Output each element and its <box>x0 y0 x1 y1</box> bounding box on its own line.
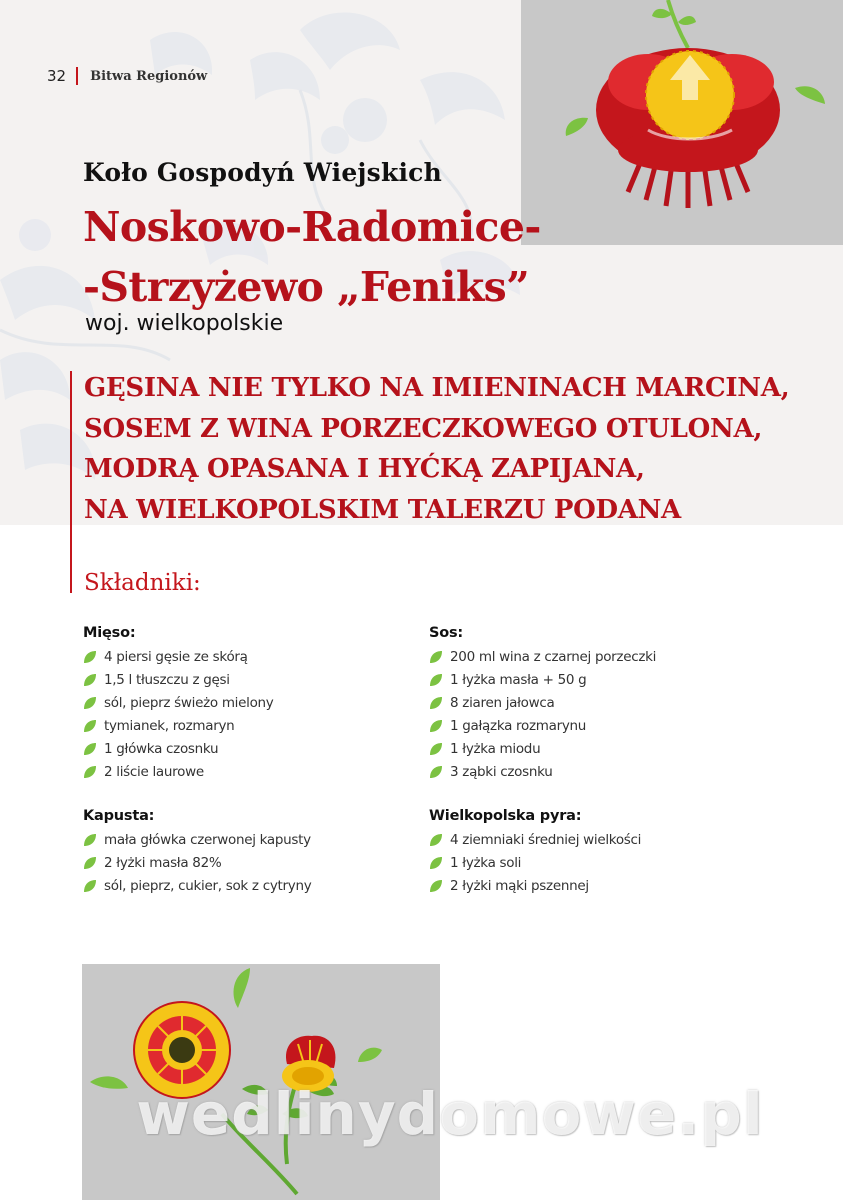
list-item-text: 2 liście laurowe <box>104 763 204 780</box>
ingredient-list <box>429 828 759 897</box>
ingredients-heading: Składniki: <box>84 570 201 596</box>
list-item-text: 200 ml wina z czarnej porzeczki <box>450 648 657 665</box>
running-header <box>47 66 207 86</box>
list-item <box>83 645 413 668</box>
list-item <box>83 737 413 760</box>
list-item-text: 1,5 l tłuszczu z gęsi <box>104 671 230 688</box>
leaf-bullet-icon <box>429 833 443 847</box>
list-item <box>83 691 413 714</box>
ingredient-group-title: Sos: <box>429 625 464 641</box>
dish-title-line: GĘSINA NIE TYLKO NA IMIENINACH MARCINA, <box>84 373 790 403</box>
list-item <box>429 737 759 760</box>
list-item-text: 1 główka czosnku <box>104 740 219 757</box>
list-item <box>429 691 759 714</box>
leaf-bullet-icon <box>429 765 443 779</box>
ingredient-group-sauce <box>429 625 759 783</box>
leaf-bullet-icon <box>83 650 97 664</box>
list-item <box>83 851 413 874</box>
organization-name-line: -Strzyżewo „Feniks” <box>83 263 530 311</box>
leaf-bullet-icon <box>429 673 443 687</box>
ingredient-group-potato <box>429 808 759 897</box>
list-item-text: sól, pieprz, cukier, sok z cytryny <box>104 877 312 894</box>
list-item-text: 2 łyżki mąki pszennej <box>450 877 589 894</box>
list-item-text: mała główka czerwonej kapusty <box>104 831 311 848</box>
ingredient-group-title: Mięso: <box>83 625 136 641</box>
list-item <box>429 874 759 897</box>
ingredient-group-title: Wielkopolska pyra: <box>429 808 582 824</box>
ingredient-group-meat <box>83 625 413 783</box>
list-item <box>429 645 759 668</box>
accent-rule <box>70 371 72 593</box>
leaf-bullet-icon <box>429 879 443 893</box>
ingredient-group-cabbage <box>83 808 413 897</box>
dish-title-line: MODRĄ OPASANA I HYĆKĄ ZAPIJANA, <box>84 454 645 484</box>
leaf-bullet-icon <box>83 742 97 756</box>
leaf-bullet-icon <box>429 650 443 664</box>
list-item <box>83 668 413 691</box>
list-item-text: 8 ziaren jałowca <box>450 694 555 711</box>
organization-prefix: Koło Gospodyń Wiejskich <box>83 158 442 187</box>
list-item-text: 1 gałązka rozmarynu <box>450 717 587 734</box>
dish-title-line: SOSEM Z WINA PORZECZKOWEGO OTULONA, <box>84 413 763 444</box>
list-item <box>429 714 759 737</box>
red-flower-illustration <box>560 0 843 215</box>
ingredient-group-title: Kapusta: <box>83 808 155 824</box>
list-item <box>83 760 413 783</box>
list-item <box>429 851 759 874</box>
ingredient-list <box>83 828 413 897</box>
ingredient-list <box>429 645 759 783</box>
leaf-bullet-icon <box>83 696 97 710</box>
leaf-bullet-icon <box>429 742 443 756</box>
section-name: Bitwa Regionów <box>90 68 208 84</box>
list-item-text: 2 łyżki masła 82% <box>104 854 222 871</box>
list-item <box>429 828 759 851</box>
list-item-text: 4 ziemniaki średniej wielkości <box>450 831 642 848</box>
list-item-text: sól, pieprz świeżo mielony <box>104 694 274 711</box>
leaf-bullet-icon <box>429 696 443 710</box>
list-item-text: 4 piersi gęsie ze skórą <box>104 648 248 665</box>
leaf-bullet-icon <box>83 833 97 847</box>
leaf-bullet-icon <box>83 879 97 893</box>
list-item <box>83 874 413 897</box>
leaf-bullet-icon <box>83 765 97 779</box>
region-label: woj. wielkopolskie <box>85 311 284 336</box>
list-item-text: tymianek, rozmaryn <box>104 717 235 734</box>
dish-title <box>84 368 804 530</box>
list-item-text: 1 łyżka masła + 50 g <box>450 671 587 688</box>
list-item-text: 3 ząbki czosnku <box>450 763 553 780</box>
leaf-bullet-icon <box>83 719 97 733</box>
leaf-bullet-icon <box>83 856 97 870</box>
leaf-bullet-icon <box>83 673 97 687</box>
leaf-bullet-icon <box>429 719 443 733</box>
list-item <box>429 760 759 783</box>
list-item-text: 1 łyżka miodu <box>450 740 541 757</box>
list-item <box>429 668 759 691</box>
ingredient-list <box>83 645 413 783</box>
dish-title-line: NA WIELKOPOLSKIM TALERZU PODANA <box>84 494 681 525</box>
list-item-text: 1 łyżka soli <box>450 854 522 871</box>
list-item <box>83 828 413 851</box>
page-number: 32 <box>47 67 67 85</box>
header-divider <box>76 67 78 85</box>
watermark: wedlinydomowe.pl <box>136 1080 764 1148</box>
organization-name-line: Noskowo-Radomice- <box>83 203 541 251</box>
organization-name <box>83 197 683 317</box>
list-item <box>83 714 413 737</box>
leaf-bullet-icon <box>429 856 443 870</box>
